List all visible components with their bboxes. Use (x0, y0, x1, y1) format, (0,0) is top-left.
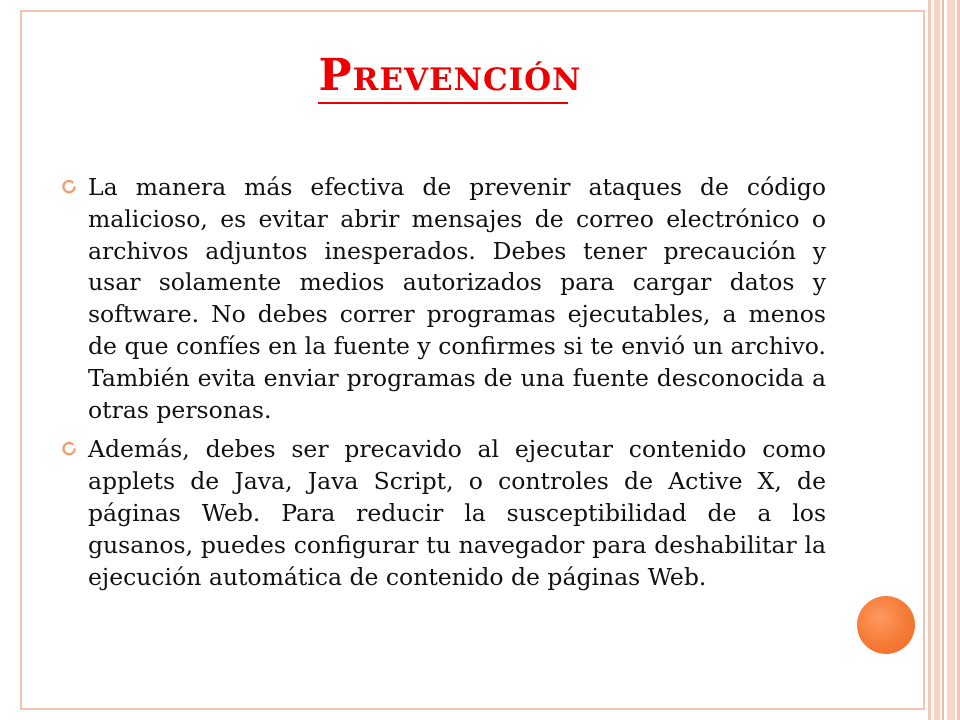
slide-content (60, 172, 826, 601)
loop-bullet-icon (60, 178, 78, 196)
title-underline (318, 102, 568, 104)
bullet-text: Además, debes ser precavido al ejecutar contenido como applets de Java, Java Script, o controles de Active X, de páginas Web. Para reducir la susceptibilidad de a los gusanos, puedes configurar tu navegador para deshabilitar la ejecución automática de contenido de páginas Web. (88, 435, 826, 591)
bullet-text: La manera más efectiva de prevenir ataques de código malicioso, es evitar abrir mensajes de correo electrónico o archivos adjuntos inesperados. Debes tener precaución y usar solamente medios autorizados para cargar datos y software. No debes correr programas ejecutables, a menos de que confíes en la fuente y confirmes si te envió un archivo. También evita enviar programas de una fuente desconocida a otras personas. (88, 173, 826, 424)
bullet-item (60, 434, 826, 593)
loop-bullet-icon (60, 440, 78, 458)
decorative-side-stripes (928, 0, 960, 720)
slide-title: Prevención (318, 50, 582, 101)
bullet-item (60, 172, 826, 426)
decorative-orange-circle (857, 596, 915, 654)
